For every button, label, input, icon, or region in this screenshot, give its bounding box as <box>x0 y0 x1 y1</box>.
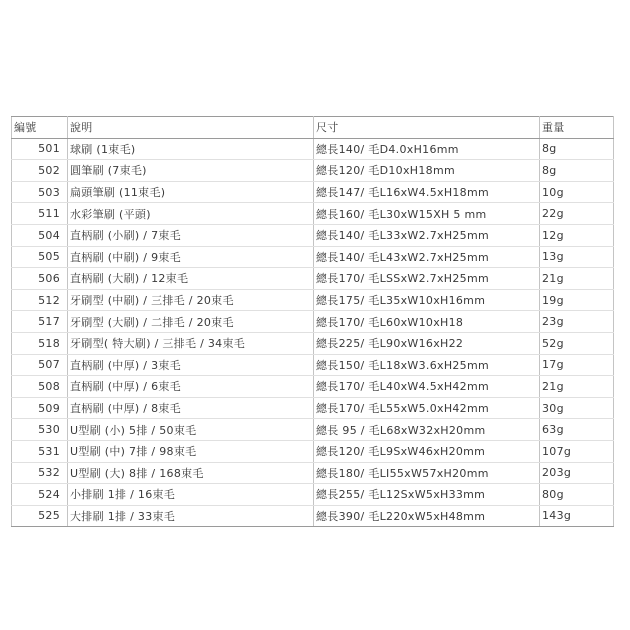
table-row <box>12 203 614 225</box>
row-weight: 63g <box>540 419 614 441</box>
row-no: 503 <box>12 181 68 203</box>
table-header-row <box>12 117 614 139</box>
row-size: 總長140/ 毛L43xW2.7xH25mm <box>314 246 540 268</box>
row-size: 總長170/ 毛L60xW10xH18 <box>314 311 540 333</box>
row-description: 牙刷型 (中刷) / 三排毛 / 20束毛 <box>68 289 314 311</box>
row-description: 直柄刷 (小刷) / 7束毛 <box>68 224 314 246</box>
row-weight: 23g <box>540 311 614 333</box>
row-weight: 10g <box>540 181 614 203</box>
row-no: 508 <box>12 376 68 398</box>
row-size: 總長170/ 毛L40xW4.5xH42mm <box>314 376 540 398</box>
row-weight: 80g <box>540 484 614 506</box>
row-size: 總長180/ 毛LI55xW57xH20mm <box>314 462 540 484</box>
row-description: 牙刷型( 特大刷) / 三排毛 / 34束毛 <box>68 332 314 354</box>
table-row <box>12 224 614 246</box>
table-row <box>12 397 614 419</box>
row-size: 總長175/ 毛L35xW10xH16mm <box>314 289 540 311</box>
header-weight: 重量 <box>540 117 614 139</box>
header-description: 說明 <box>68 117 314 139</box>
table-row <box>12 419 614 441</box>
row-size: 總長 95 / 毛L68xW32xH20mm <box>314 419 540 441</box>
row-description: 小排刷 1排 / 16束毛 <box>68 484 314 506</box>
row-size: 總長120/ 毛D10xH18mm <box>314 160 540 182</box>
table-row <box>12 440 614 462</box>
row-no: 530 <box>12 419 68 441</box>
row-weight: 22g <box>540 203 614 225</box>
row-description: 大排刷 1排 / 33束毛 <box>68 505 314 527</box>
row-size: 總長140/ 毛L33xW2.7xH25mm <box>314 224 540 246</box>
table-row <box>12 376 614 398</box>
row-no: 501 <box>12 138 68 160</box>
row-size: 總長170/ 毛L55xW5.0xH42mm <box>314 397 540 419</box>
row-size: 總長150/ 毛L18xW3.6xH25mm <box>314 354 540 376</box>
row-description: 直柄刷 (中厚) / 8束毛 <box>68 397 314 419</box>
row-description: U型刷 (中) 7排 / 98束毛 <box>68 440 314 462</box>
row-description: 直柄刷 (大刷) / 12束毛 <box>68 268 314 290</box>
row-description: 直柄刷 (中刷) / 9束毛 <box>68 246 314 268</box>
row-description: 球刷 (1束毛) <box>68 138 314 160</box>
row-description: 直柄刷 (中厚) / 3束毛 <box>68 354 314 376</box>
header-size: 尺寸 <box>314 117 540 139</box>
row-no: 532 <box>12 462 68 484</box>
table-row <box>12 311 614 333</box>
row-description: 水彩筆刷 (平頭) <box>68 203 314 225</box>
row-size: 總長160/ 毛L30xW15XH 5 mm <box>314 203 540 225</box>
table-row <box>12 181 614 203</box>
header-no: 編號 <box>12 117 68 139</box>
row-weight: 13g <box>540 246 614 268</box>
row-no: 517 <box>12 311 68 333</box>
row-weight: 143g <box>540 505 614 527</box>
row-description: 直柄刷 (中厚) / 6束毛 <box>68 376 314 398</box>
row-description: U型刷 (小) 5排 / 50束毛 <box>68 419 314 441</box>
row-weight: 30g <box>540 397 614 419</box>
row-no: 525 <box>12 505 68 527</box>
row-size: 總長170/ 毛LSSxW2.7xH25mm <box>314 268 540 290</box>
row-weight: 52g <box>540 332 614 354</box>
row-size: 總長390/ 毛L220xW5xH48mm <box>314 505 540 527</box>
brush-spec-table <box>11 116 614 527</box>
row-description: 牙刷型 (大刷) / 二排毛 / 20束毛 <box>68 311 314 333</box>
table-row <box>12 505 614 527</box>
row-description: 扁頭筆刷 (11束毛) <box>68 181 314 203</box>
table-row <box>12 289 614 311</box>
row-weight: 8g <box>540 138 614 160</box>
row-weight: 21g <box>540 268 614 290</box>
row-no: 509 <box>12 397 68 419</box>
row-weight: 203g <box>540 462 614 484</box>
row-weight: 21g <box>540 376 614 398</box>
table-row <box>12 138 614 160</box>
row-size: 總長120/ 毛L9SxW46xH20mm <box>314 440 540 462</box>
row-weight: 17g <box>540 354 614 376</box>
row-no: 507 <box>12 354 68 376</box>
table-row <box>12 160 614 182</box>
row-weight: 8g <box>540 160 614 182</box>
table-row <box>12 354 614 376</box>
row-no: 504 <box>12 224 68 246</box>
row-description: U型刷 (大) 8排 / 168束毛 <box>68 462 314 484</box>
row-weight: 19g <box>540 289 614 311</box>
row-no: 518 <box>12 332 68 354</box>
row-no: 511 <box>12 203 68 225</box>
row-size: 總長225/ 毛L90xW16xH22 <box>314 332 540 354</box>
row-size: 總長147/ 毛L16xW4.5xH18mm <box>314 181 540 203</box>
row-size: 總長140/ 毛D4.0xH16mm <box>314 138 540 160</box>
table-row <box>12 246 614 268</box>
row-no: 506 <box>12 268 68 290</box>
table-row <box>12 462 614 484</box>
row-no: 531 <box>12 440 68 462</box>
row-no: 512 <box>12 289 68 311</box>
row-description: 圓筆刷 (7束毛) <box>68 160 314 182</box>
row-no: 524 <box>12 484 68 506</box>
table-row <box>12 268 614 290</box>
row-no: 502 <box>12 160 68 182</box>
table-row <box>12 484 614 506</box>
row-no: 505 <box>12 246 68 268</box>
row-size: 總長255/ 毛L12SxW5xH33mm <box>314 484 540 506</box>
row-weight: 107g <box>540 440 614 462</box>
row-weight: 12g <box>540 224 614 246</box>
table-row <box>12 332 614 354</box>
